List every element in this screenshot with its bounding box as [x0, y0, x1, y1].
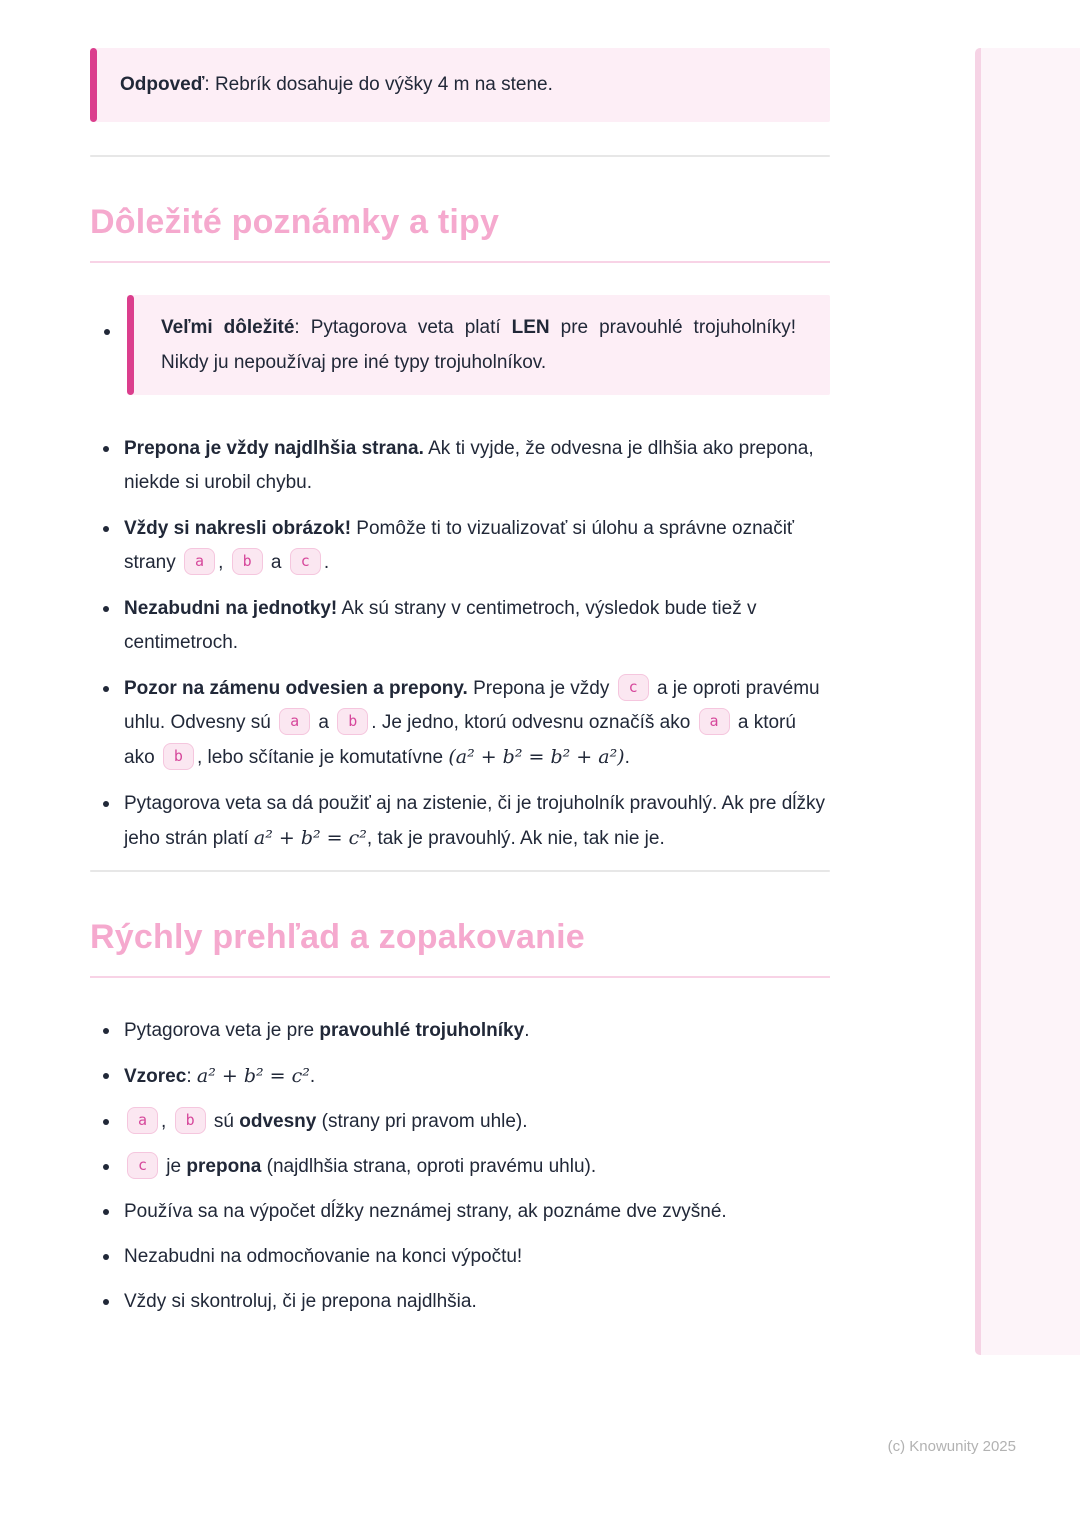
text-segment: sú	[208, 1111, 240, 1132]
text-segment: pravouhlé trojuholníky	[319, 1020, 525, 1041]
text-segment: ,	[161, 1111, 172, 1132]
text-segment: .	[323, 552, 330, 573]
text-segment: (strany pri pravom uhle).	[316, 1111, 528, 1132]
text-segment: , lebo sčítanie je komutatívne	[196, 747, 449, 768]
section-divider	[90, 155, 830, 157]
summary-list	[90, 1014, 830, 1319]
text-segment: Nezabudni na odmocňovanie na konci výpočtu!	[124, 1246, 523, 1267]
text-segment: : Pytagorova veta platí	[294, 317, 512, 338]
section-divider	[90, 870, 830, 872]
text-segment: pre pravouhlé trojuholníky! Nikdy ju nepoužívaj pre iné typy trojuholníkov.	[161, 317, 796, 373]
text-segment: .	[309, 1066, 316, 1087]
variable-badge: a	[127, 1107, 158, 1134]
text-segment: :	[186, 1066, 197, 1087]
variable-badge: b	[337, 708, 368, 735]
list-item	[90, 787, 830, 856]
text-segment: a je oproti pravému uhlu. Odvesny sú	[124, 678, 820, 733]
text-segment: odvesny	[239, 1111, 317, 1132]
text-segment: .	[524, 1020, 530, 1041]
text-segment: prepona	[186, 1156, 262, 1177]
text-segment: Veľmi dôležité	[161, 317, 295, 338]
text-segment: , tak je pravouhlý. Ak nie, tak nie je.	[366, 828, 665, 849]
text-segment: Vždy si skontroluj, či je prepona najdlhšia.	[124, 1291, 477, 1312]
text-segment: Pozor na zámenu odvesien a prepony.	[124, 678, 468, 699]
text-segment: Vzorec	[124, 1066, 187, 1087]
answer-callout	[90, 48, 830, 122]
section-title-notes: Dôležité poznámky a tipy	[90, 201, 830, 263]
list-item	[90, 592, 830, 660]
text-segment: (a² + b² = b² + a²)	[448, 746, 625, 768]
list-item	[90, 672, 830, 775]
variable-badge: a	[279, 708, 310, 735]
text-segment: Odpoveď	[120, 74, 205, 95]
list-item	[90, 1240, 830, 1274]
text-segment: Prepona je vždy	[467, 678, 615, 699]
text-segment: Ak sú strany v centimetroch, výsledok bude tiež v centimetroch.	[124, 598, 757, 653]
text-segment: .	[624, 747, 630, 768]
list-item	[90, 1059, 830, 1094]
list-item	[90, 1014, 830, 1048]
text-segment: LEN	[511, 317, 550, 338]
text-segment: Pomôže ti to vizualizovať si úlohu a správne označiť strany	[124, 518, 795, 573]
text-segment: Pytagorova veta sa dá použiť aj na zistenie, či je trojuholník pravouhlý. Ak pre dĺžky jeho strán platí	[124, 793, 826, 849]
text-segment: a	[313, 712, 335, 733]
text-segment: Ak ti vyjde, že odvesna je dlhšia ako prepona, niekde si urobil chybu.	[124, 438, 814, 493]
list-item	[90, 432, 830, 500]
variable-badge: b	[175, 1107, 206, 1134]
variable-badge: b	[163, 743, 194, 770]
text-segment: Nezabudni na jednotky!	[124, 598, 338, 619]
text-segment: (najdlhšia strana, oproti pravému uhlu).	[261, 1156, 597, 1177]
notes-list	[90, 432, 830, 856]
variable-badge: a	[699, 708, 730, 735]
text-segment: Prepona je vždy najdlhšia strana.	[124, 438, 424, 459]
section-title-summary: Rýchly prehľad a zopakovanie	[90, 916, 830, 978]
variable-badge: a	[184, 548, 215, 575]
important-note-item	[90, 295, 830, 395]
list-item	[90, 1150, 830, 1184]
list-item	[90, 1105, 830, 1139]
list-item	[90, 1195, 830, 1229]
variable-badge: c	[290, 548, 321, 575]
list-item	[90, 512, 830, 580]
answer-text	[120, 70, 800, 100]
text-segment: a	[265, 552, 287, 573]
variable-badge: c	[618, 674, 649, 701]
text-segment: . Je jedno, ktorú odvesnu označíš ako	[371, 712, 696, 733]
list-item	[90, 1285, 830, 1319]
text-segment: Pytagorova veta je pre	[124, 1020, 320, 1041]
text-segment: a² + b² = c²	[196, 1065, 310, 1087]
text-segment: ,	[218, 552, 229, 573]
copyright-footer: (c) Knowunity 2025	[887, 1438, 1016, 1455]
document-content	[90, 48, 830, 1330]
text-segment: Vždy si nakresli obrázok!	[124, 518, 352, 539]
text-segment: a ktorú ako	[124, 712, 796, 768]
important-callout-text	[161, 310, 796, 380]
variable-badge: c	[127, 1152, 158, 1179]
text-segment: je	[161, 1156, 187, 1177]
text-segment: a² + b² = c²	[253, 827, 367, 849]
variable-badge: b	[232, 548, 263, 575]
important-callout	[127, 295, 830, 395]
side-accent-bar	[975, 48, 1080, 1355]
text-segment: Používa sa na výpočet dĺžky neznámej strany, ak poznáme dve zvyšné.	[124, 1201, 727, 1222]
text-segment: : Rebrík dosahuje do výšky 4 m na stene.	[204, 74, 553, 95]
